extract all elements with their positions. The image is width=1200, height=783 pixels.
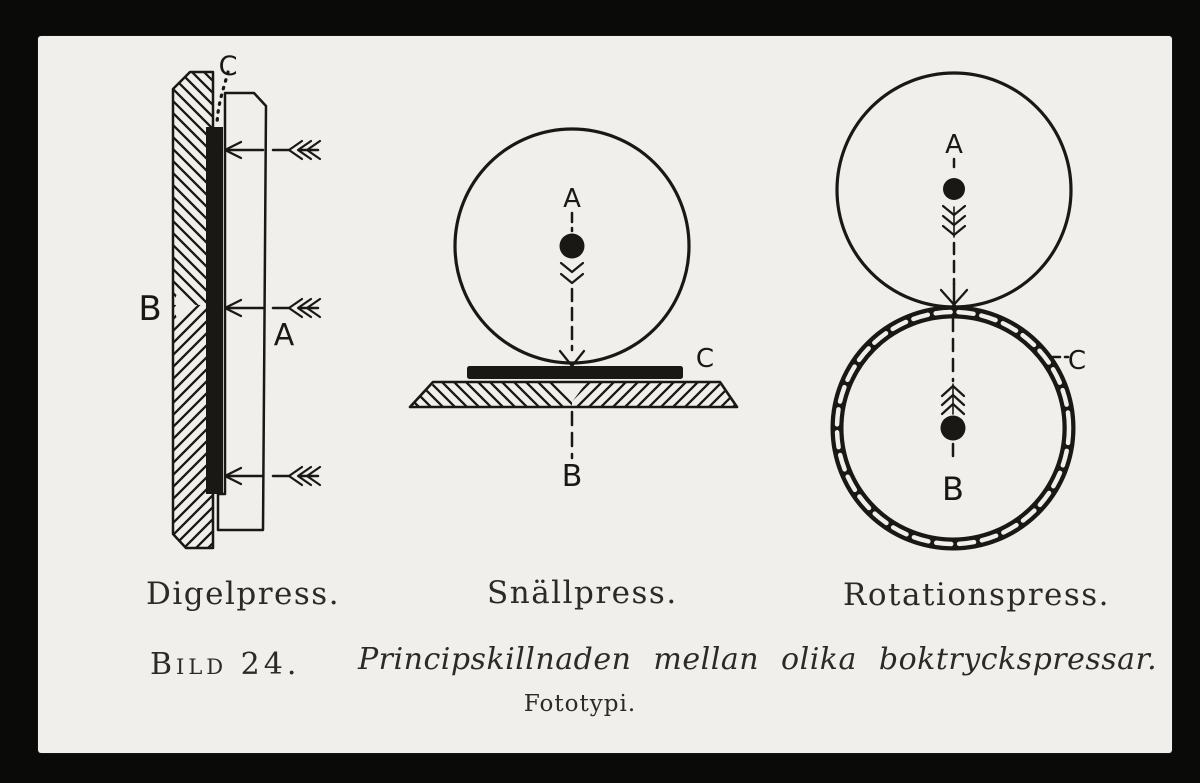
rotationspress-label-a: A: [945, 130, 963, 160]
digelpress-caption: Digelpress.: [146, 576, 341, 612]
rotationspress-drawing: [837, 73, 1086, 544]
cylinder-axis-dot: [560, 234, 585, 259]
figure-number: Bild 24.: [150, 647, 301, 682]
rotationspress-caption: Rotationspress.: [843, 577, 1111, 613]
digelpress-drawing: [138, 51, 320, 548]
lower-cylinder-axis-dot: [941, 416, 966, 441]
snallpress-label-c: C: [695, 344, 715, 374]
downward-pressure-chevrons: [561, 263, 583, 283]
rotationspress-label-c: C: [1067, 346, 1087, 376]
press-bed-hatch-left: [412, 383, 572, 406]
press-bed-hatch-right: [572, 383, 735, 406]
digelpress-label-c: C: [218, 51, 238, 82]
digelpress-label-b: B: [138, 289, 162, 329]
snallpress-drawing: [410, 129, 737, 494]
pressure-arrow-middle: [225, 299, 320, 317]
snallpress-label-a: A: [563, 184, 581, 214]
snallpress-caption: Snällpress.: [487, 575, 678, 611]
pressure-arrow-top: [225, 141, 320, 159]
snallpress-label-b: B: [561, 459, 583, 494]
rotationspress-label-b: B: [942, 470, 964, 508]
figure-technique: Fototypi.: [523, 691, 637, 717]
type-form-bar: [467, 366, 683, 379]
upper-cylinder-axis-dot: [943, 178, 965, 200]
digelpress-label-a: A: [273, 318, 295, 353]
figure-title: Principskillnaden mellan olika boktryckspressar.: [358, 642, 1158, 677]
type-form-strip: [206, 127, 223, 494]
pressure-arrow-bottom: [225, 467, 320, 485]
